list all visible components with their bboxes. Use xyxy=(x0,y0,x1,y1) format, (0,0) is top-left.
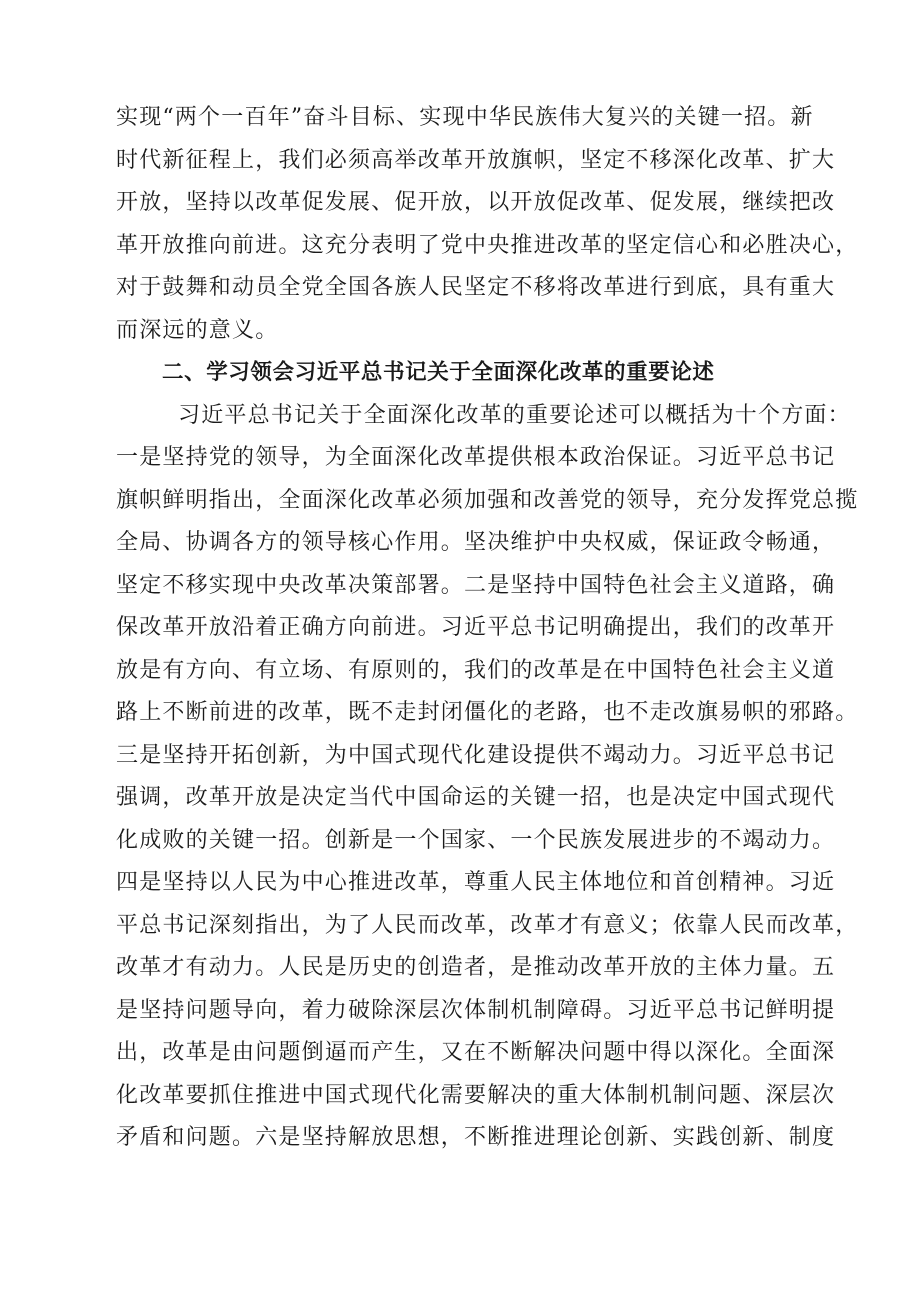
text-line: 改革才有动力。人民是历史的创造者，是推动改革开放的主体力量。五 xyxy=(116,955,836,980)
text-line: 平总书记深刻指出，为了人民而改革，改革才有意义；依靠人民而改革， xyxy=(116,912,859,938)
text-line: 实现“两个一百年”奋斗目标、实现中华民族伟大复兴的关键一招。新 xyxy=(116,105,814,130)
paragraph-ten-aspects xyxy=(116,395,859,1160)
text-line: 全局、协调各方的领导核心作用。坚决维护中央权威，保证政令畅通， xyxy=(116,530,836,555)
text-line: 化改革要抓住推进中国式现代化需要解决的重大体制机制问题、深层次 xyxy=(116,1082,836,1108)
text-line: 而深远的意义。 xyxy=(116,317,279,343)
text-line: 放是有方向、有立场、有原则的，我们的改革是在中国特色社会主义道 xyxy=(116,657,836,683)
text-line: 四是坚持以人民为中心推进改革，尊重人民主体地位和首创精神。习近 xyxy=(116,870,836,895)
paragraph-continued xyxy=(116,97,859,352)
text-line: 强调，改革开放是决定当代中国命运的关键一招，也是决定中国式现代 xyxy=(116,785,836,810)
text-line: 化成败的关键一招。创新是一个国家、一个民族发展进步的不竭动力。 xyxy=(116,827,836,853)
section-heading: 二、学习领会习近平总书记关于全面深化改革的重要论述 xyxy=(162,360,715,385)
text-line: 坚定不移实现中央改革决策部署。二是坚持中国特色社会主义道路，确 xyxy=(116,572,836,598)
text-line: 对于鼓舞和动员全党全国各族人民坚定不移将改革进行到底，具有重大 xyxy=(116,275,836,300)
text-line: 时代新征程上，我们必须高举改革开放旗帜，坚定不移深化改革、扩大 xyxy=(116,147,836,173)
text-line: 出，改革是由问题倒逼而产生，又在不断解决问题中得以深化。全面深 xyxy=(116,1040,836,1065)
text-line: 习近平总书记关于全面深化改革的重要论述可以概括为十个方面： xyxy=(178,402,851,428)
text-line: 三是坚持开拓创新，为中国式现代化建设提供不竭动力。习近平总书记 xyxy=(116,742,836,768)
text-line: 是坚持问题导向，着力破除深层次体制机制障碍。习近平总书记鲜明提 xyxy=(116,997,836,1023)
text-line: 一是坚持党的领导，为全面深化改革提供根本政治保证。习近平总书记 xyxy=(116,445,836,470)
text-line: 开放，坚持以改革促发展、促开放，以开放促改革、促发展，继续把改 xyxy=(116,190,836,215)
text-line: 保改革开放沿着正确方向前进。习近平总书记明确提出，我们的改革开 xyxy=(116,615,836,640)
text-line: 旗帜鲜明指出，全面深化改革必须加强和改善党的领导，充分发挥党总揽 xyxy=(116,487,859,513)
document-body xyxy=(116,97,859,1160)
text-line: 矛盾和问题。六是坚持解放思想，不断推进理论创新、实践创新、制度 xyxy=(116,1125,836,1150)
text-line: 路上不断前进的改革，既不走封闭僵化的老路，也不走改旗易帜的邪路。 xyxy=(116,700,859,725)
text-line: 革开放推向前进。这充分表明了党中央推进改革的坚定信心和必胜决心， xyxy=(116,232,859,258)
